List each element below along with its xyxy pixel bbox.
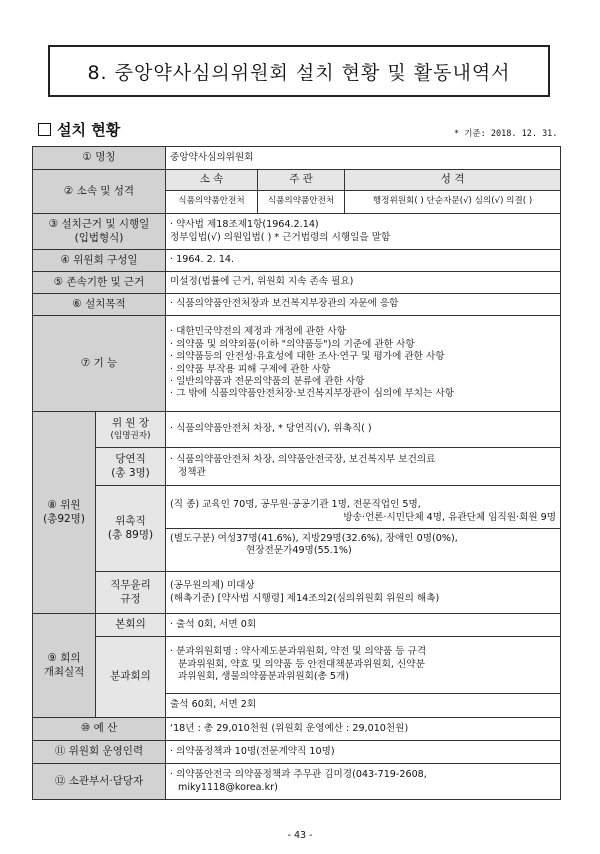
row-duration	[33, 272, 561, 294]
row-composition-date	[33, 250, 561, 272]
row-affiliation-header	[33, 170, 561, 191]
label-budget: ⑩ 예 산	[33, 718, 166, 741]
row-subcommittee	[33, 637, 561, 694]
value-appointed	[166, 486, 561, 572]
value-affiliation: 식품의약품안전처	[166, 191, 258, 214]
value-organizer: 식품의약품안전처	[258, 191, 345, 214]
row-plenary	[33, 614, 561, 637]
label-ethics: 직무윤리 규정	[96, 572, 166, 614]
label-basis: ③ 설치근거 및 시행일 (입법형식)	[33, 214, 166, 250]
label-appointed: 위촉직 (총 89명)	[96, 486, 166, 572]
appointed-job-types: (직 종) 교육인 70명, 공무원·공공기관 1명, 전문직업인 5명, 방송·언론·시민단체 4명, 유관단체 임직원·회원 9명	[166, 495, 560, 529]
value-name: 중앙약사심의위원회	[166, 147, 561, 170]
label-duration: ⑤ 존속기한 및 근거	[33, 272, 166, 294]
value-functions	[166, 316, 561, 412]
header-affiliation: 소 속	[166, 170, 258, 191]
label-meetings: ⑨ 회의 개최실적	[33, 614, 96, 718]
value-subcommittee-count: 출석 60회, 서면 2회	[166, 694, 561, 718]
basis-date: * 기준: 2018. 12. 31.	[454, 129, 558, 139]
appointed-categories: (별도구분) 여성37명(41.6%), 지방29명(32.6%), 장애인 0명(0%), 현장전문가49명(55.1%)	[170, 533, 458, 557]
row-ethics	[33, 572, 561, 614]
function-item: · 일반의약품과 전문의약품의 분류에 관한 사항	[170, 375, 365, 387]
label-ex-officio: 당연직 (총 3명)	[96, 448, 166, 486]
value-nature: 행정위원회( ) 단순자문(√) 심의(√) 의결( )	[345, 191, 561, 214]
label-members: ⑧ 위원 (총92명)	[33, 412, 96, 614]
document-title: 8. 중앙약사심의위원회 설치 현황 및 활동내역서	[48, 45, 550, 97]
value-ex-officio: · 식품의약품안전처 차장, 의약품안전국장, 보건복지부 보건의료 정책관	[166, 448, 561, 486]
label-subcommittee: 분과회의	[96, 637, 166, 718]
page-number: - 43 -	[287, 830, 313, 841]
value-basis: · 약사법 제18조제1항(1964.2.14) 정부입법(√) 의원입법( ) * 근거법령의 시행일을 말함	[166, 214, 561, 250]
value-composition-date: · 1964. 2. 14.	[166, 250, 561, 272]
value-subcommittee: · 분과위원회명 : 약사제도분과위원회, 약전 및 의약품 등 규격 분과위원회, 약효 및 의약품 등 안전대책분과위원회, 신약분 과위원회, 생물의약품분과위원회(총 5개)	[166, 637, 561, 694]
row-functions	[33, 316, 561, 412]
value-purpose: · 식품의약품안전처장과 보건복지부장관의 자문에 응함	[166, 294, 561, 316]
row-name	[33, 147, 561, 170]
label-contact: ⑫ 소관부서·담당자	[33, 764, 166, 800]
label-plenary: 본회의	[96, 614, 166, 637]
value-duration: 미설정(법률에 근거, 위원회 지속 존속 필요)	[166, 272, 561, 294]
square-bullet-icon	[38, 123, 51, 136]
row-budget	[33, 718, 561, 741]
value-staff: · 의약품정책과 10명(전문계약직 10명)	[166, 741, 561, 764]
header-nature: 성 격	[345, 170, 561, 191]
section-heading: 설치 현황	[38, 119, 120, 140]
label-chair: 위 원 장 (임명권자)	[96, 412, 166, 448]
function-item: · 그 밖에 식품의약품안전처장·보건복지부장관이 심의에 부치는 사항	[170, 388, 454, 400]
value-ethics: (공무원의제) 미대상 (해촉기준) [약사법 시행령] 제14조의2(심의위원회 위원의 해촉)	[166, 572, 561, 614]
row-staff	[33, 741, 561, 764]
row-ex-officio	[33, 448, 561, 486]
function-item: · 대한민국약전의 제정과 개정에 관한 사항	[170, 326, 346, 338]
value-budget: ‘18년 : 총 29,010천원 (위원회 운영예산 : 29,010천원)	[166, 718, 561, 741]
function-item: · 의약품 부작용 피해 구제에 관한 사항	[170, 363, 331, 375]
value-plenary: · 출석 0회, 서면 0회	[166, 614, 561, 637]
label-functions: ⑦ 기 능	[33, 316, 166, 412]
label-composition-date: ④ 위원회 구성일	[33, 250, 166, 272]
label-staff: ⑪ 위원회 운영인력	[33, 741, 166, 764]
value-chair: · 식품의약품안전처 차장, * 당연직(√), 위촉직( )	[166, 412, 561, 448]
label-purpose: ⑥ 설치목적	[33, 294, 166, 316]
function-item: · 의약품등의 안전성·유효성에 대한 조사·연구 및 평가에 관한 사항	[170, 351, 445, 363]
label-affiliation: ② 소속 및 성격	[33, 170, 166, 214]
status-table	[32, 146, 561, 800]
value-contact: · 의약품안전국 의약품정책과 주무관 김미경(043-719-2608, miky1118@korea.kr)	[166, 764, 561, 800]
row-appointed	[33, 486, 561, 572]
label-name: ① 명칭	[33, 147, 166, 170]
header-organizer: 주 관	[258, 170, 345, 191]
row-chair	[33, 412, 561, 448]
row-purpose	[33, 294, 561, 316]
row-basis	[33, 214, 561, 250]
function-item: · 의약품 및 의약외품(이하 "의약품등")의 기준에 관한 사항	[170, 338, 415, 350]
row-contact	[33, 764, 561, 800]
